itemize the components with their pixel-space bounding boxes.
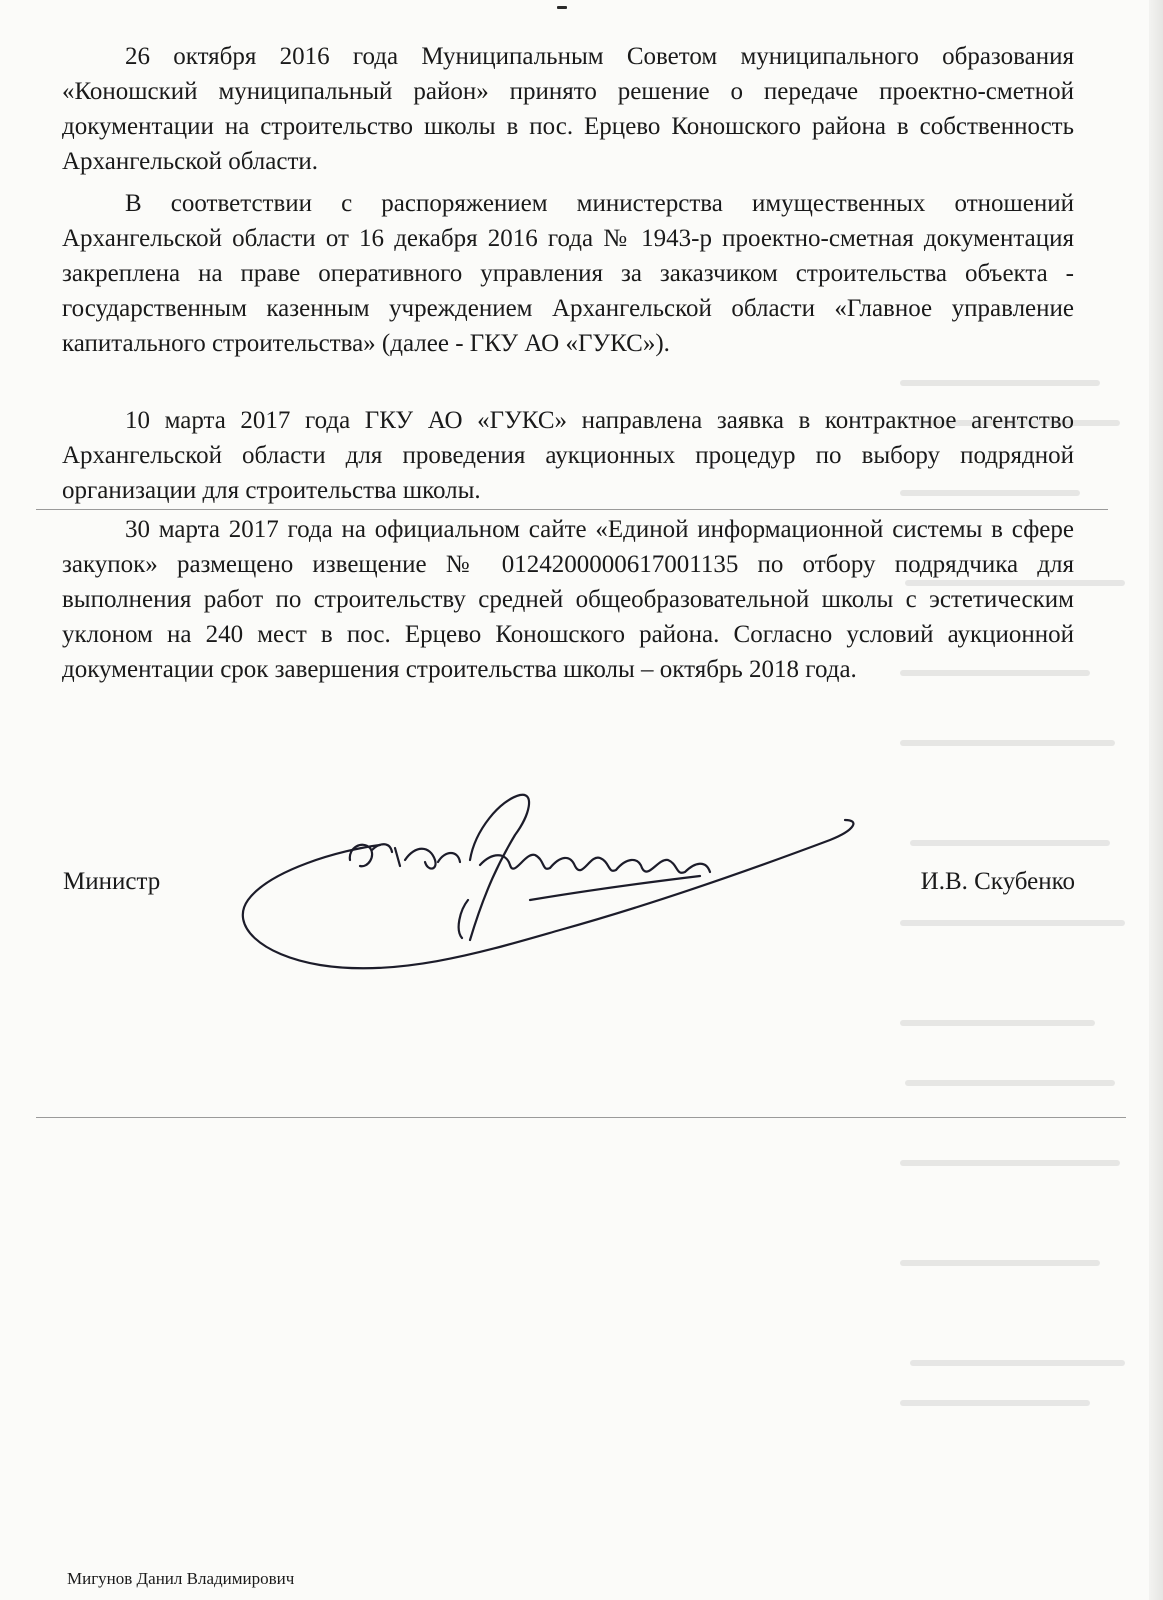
handwritten-signature: [230, 790, 890, 1000]
paragraph-decision: 26 октября 2016 года Муниципальным Советом муниципального образования «Коношский муниципальный район» принято решение о передаче проектно-сметной документации на строительство школы в пос. Ерцево Коношского района в собственность Архангельской области.: [62, 43, 1074, 175]
paragraph-notice: 30 марта 2017 года на официальном сайте «Единой информационной системы в сфере закупок» размещено извещение № 0124200000617001135 по отбору подрядчика для выполнения работ по строительству средней общеобразовательной школы с эстетическим уклоном на 240 мест в пос. Ерцево Коношского района. Согласно условий аукционной документации срок завершения строительства школы – октябрь 2018 года.: [62, 516, 1074, 683]
paragraph-order: В соответствии с распоряжением министерства имущественных отношений Архангельской области от 16 декабря 2016 года № 1943-р проектно-сметная документация закреплена на праве оперативного управления за заказчиком строительства объекта - государственным казенным учреждением Архангельской области «Главное управление капитального строительства» (далее - ГКУ АО «ГУКС»).: [62, 190, 1074, 357]
signatory-name: И.В. Скубенко: [920, 868, 1075, 895]
scan-edge: [1149, 0, 1163, 1600]
page-top-mark: [557, 6, 567, 9]
paragraph-application: 10 марта 2017 года ГКУ АО «ГУКС» направлена заявка в контрактное агентство Архангельской области для проведения аукционных процедур по выбору подрядной организации для строительства школы.: [62, 407, 1074, 504]
signatory-title: Министр: [63, 868, 161, 895]
executor-name: Мигунов Данил Владимирович: [67, 1569, 295, 1588]
scan-crease-line: [36, 1117, 1126, 1118]
scan-fold-line: [36, 509, 1108, 510]
